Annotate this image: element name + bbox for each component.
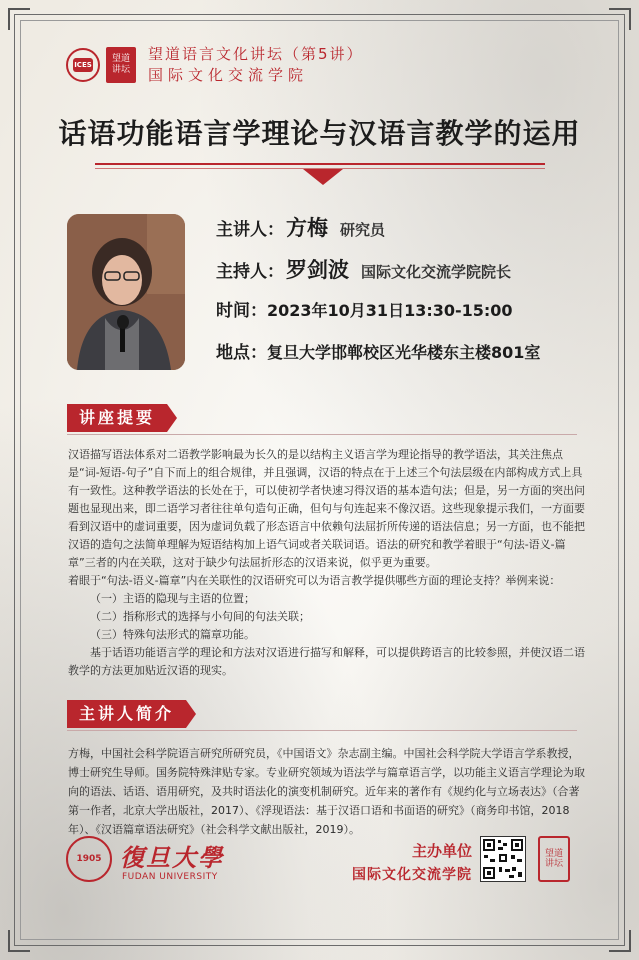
header-text (148, 44, 364, 86)
abstract-body (68, 446, 588, 680)
host-row (216, 254, 616, 296)
abstract-paragraph: 汉语描写语法体系对二语教学影响最为长久的是以结构主义语言学为理论指导的教学语法，其关注焦点是“词-短语-句子”自下而上的组合规律，并且强调，汉语的特点在于上述三个句法层级在内部构成方式上具有一致性。这种教学语法的长处在于，可以使初学者快速习得汉语的基本造句法；但是，另一方面的突出问题也显现出来，即二语学习者往往单句造句正确，但句与句连起来不像汉语。这些现象提示我们，一方面要看到汉语中的虚词重要，因为虚词负载了形态语言中依赖句法屈折所传递的语法信息；另一方面，也不能把汉语的造句之法简单理解为短语结构加上语气词或者关联词语。语法的研究和教学着眼于“句法-语义-篇章”三者的内在关联，这对于缺少句法屈折形态的汉语来说，似乎更为重要。 (68, 448, 585, 569)
place-value: 复旦大学邯郸校区光华楼东主楼801室 (267, 343, 541, 362)
abstract-heading: 讲座提要 (67, 404, 167, 432)
speaker-row (216, 212, 616, 254)
host-label: 主持人： (216, 262, 284, 282)
speaker-photo (67, 214, 185, 370)
host-unit-name: 国际文化交流学院 (352, 867, 472, 883)
header (66, 40, 364, 90)
frame-corner-ornament (609, 930, 631, 952)
abstract-list-item: （二）指称形式的选择与小句间的句法关联； (90, 610, 310, 623)
frame-corner-ornament (609, 8, 631, 30)
abstract-paragraph: 着眼于“句法-语义-篇章”内在关联性的汉语研究可以为语言教学提供哪些方面的理论支持？举例来说： (68, 574, 561, 587)
host-name: 罗剑波 (286, 258, 349, 282)
institute-name: 国际文化交流学院 (148, 66, 309, 84)
place-row (216, 338, 616, 380)
title-divider (95, 163, 545, 165)
logo-abbr: ICES (73, 58, 93, 72)
bio-paragraph: 方梅，中国社会科学院语言研究所研究员，《中国语文》杂志副主编。中国社会科学院大学语言学系教授，博士研究生导师。国务院特殊津贴专家。专业研究领域为语法学与篇章语言学，以功能主义语言学理论为取向的语法、话语、语用研究，及共时语法化的演变机制研究。近年来的著作有《规约化与立场表达》（合著第一作者，北京大学出版社，2017）、《浮现语法：基于汉语口语和书面语的研究》（商务印书馆，2018年）、《汉语篇章语法研究》（社会科学文献出版社，2019）。 (68, 747, 585, 836)
speaker-title: 研究员 (340, 221, 386, 239)
lecture-title: 话语功能语言学理论与汉语言教学的运用 (58, 117, 581, 150)
place-label: 地点： (216, 343, 267, 363)
abstract-list-item: （一）主语的隐现与主语的位置； (90, 592, 255, 605)
time-value: 2023年10月31日13:30-15:00 (267, 301, 513, 320)
lecture-series-name: 望道语言文化讲坛（第5讲） (148, 45, 364, 63)
abstract-divider (67, 434, 577, 435)
wangdao-seal-icon: 望道讲坛 (538, 836, 570, 882)
university-name-en: FUDAN UNIVERSITY (122, 872, 218, 882)
frame-corner-ornament (8, 8, 30, 30)
university-name-cn: 復旦大學 (120, 843, 224, 872)
qr-code-icon (480, 836, 526, 882)
ices-logo-icon (66, 48, 100, 82)
fudan-emblem-icon: 1905 (66, 836, 112, 882)
chevron-down-icon (303, 169, 343, 185)
wangdao-seal-icon: 望道讲坛 (106, 47, 136, 83)
host-title: 国际文化交流学院院长 (361, 263, 512, 281)
lecture-info (216, 212, 616, 380)
abstract-paragraph: 基于话语功能语言学的理论和方法对汉语进行描写和解释，可以提供跨语言的比较参照，并使汉语二语教学的方法更加贴近汉语的现实。 (68, 646, 585, 677)
time-row (216, 296, 616, 338)
bio-body (68, 744, 588, 839)
bio-divider (67, 730, 577, 731)
frame-corner-ornament (8, 930, 30, 952)
host-unit-label: 主办单位 (411, 842, 472, 860)
speaker-label: 主讲人： (216, 220, 284, 240)
bio-heading: 主讲人简介 (67, 700, 186, 728)
time-label: 时间： (216, 301, 267, 321)
abstract-list-item: （三）特殊句法形式的篇章功能。 (90, 628, 255, 641)
speaker-name: 方梅 (286, 216, 328, 240)
